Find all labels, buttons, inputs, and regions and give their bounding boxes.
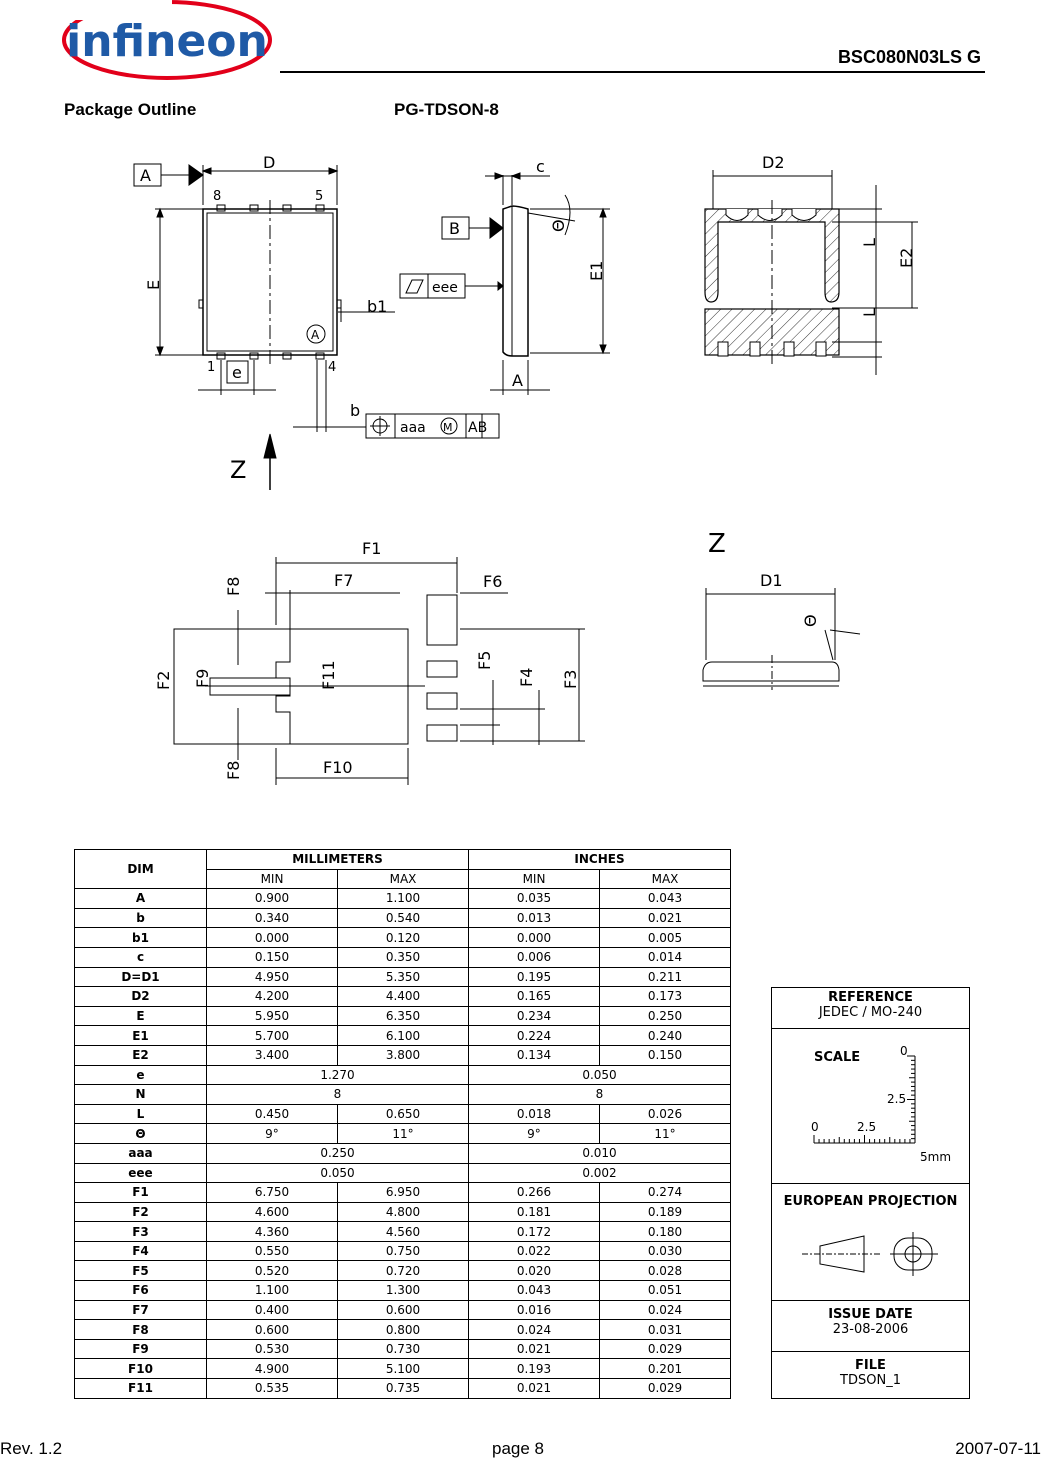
label-F10: F10 [323,758,353,777]
value-cell: 3.400 [207,1045,338,1065]
value-cell: 0.030 [600,1241,731,1261]
dim-cell: E [75,1006,207,1026]
value-cell: 0.043 [469,1281,600,1301]
label-D2: D2 [762,153,785,172]
table-row [75,1104,731,1124]
issue-date-cell [772,1301,969,1352]
label-aaa: aaa [400,420,426,436]
reference-value: JEDEC / MO-240 [818,1005,923,1020]
value-cell: 1.100 [207,1281,338,1301]
value-cell: 0.450 [207,1104,338,1124]
label-theta-z: Θ [801,614,820,627]
value-cell: 11° [600,1124,731,1144]
label-b1: b1 [367,297,388,316]
dim-cell: L [75,1104,207,1124]
value-cell: 11° [338,1124,469,1144]
header-mm-min: MIN [207,869,338,889]
value-cell: 0.150 [207,947,338,967]
label-pin4: 4 [328,360,337,375]
file-cell [772,1352,969,1398]
value-cell: 0.250 [600,1006,731,1026]
value-cell: 9° [469,1124,600,1144]
value-cell: 0.043 [600,889,731,909]
dimension-table [74,849,731,1399]
value-cell: 0.018 [469,1104,600,1124]
value-cell: 0.028 [600,1261,731,1281]
label-F8-bottom: F8 [224,760,243,780]
label-F5: F5 [475,650,494,670]
dim-cell: c [75,947,207,967]
reference-box [771,987,970,1399]
label-E2: E2 [897,247,916,268]
value-cell: 0.120 [338,928,469,948]
top-view [134,164,499,490]
dim-cell: D2 [75,987,207,1007]
value-cell: 0.021 [469,1379,600,1399]
value-cell: 0.211 [600,967,731,987]
dim-cell: E2 [75,1045,207,1065]
table-row [75,987,731,1007]
value-cell: 0.029 [600,1379,731,1399]
dim-cell: aaa [75,1143,207,1163]
footer-page: page 8 [492,1439,544,1458]
value-cell: 0.016 [469,1300,600,1320]
value-cell: 0.000 [207,928,338,948]
value-cell: 4.400 [338,987,469,1007]
value-cell: 0.021 [469,1339,600,1359]
dim-cell: b [75,908,207,928]
projection-cell [772,1184,969,1301]
dim-cell: eee [75,1163,207,1183]
table-row [75,1124,731,1144]
table-row [75,1143,731,1163]
label-c: c [536,157,545,176]
label-F11: F11 [319,660,338,690]
projection-symbol [772,1184,969,1300]
scale-unit: 5mm [920,1150,952,1164]
value-cell: 0.180 [600,1222,731,1242]
dim-cell: N [75,1085,207,1105]
label-F2: F2 [154,670,173,690]
document-id: BSC080N03LS G [837,47,981,67]
projection-label: EUROPEAN PROJECTION [783,1194,958,1209]
label-pin1: 1 [207,360,216,375]
table-row [75,1222,731,1242]
value-cell: 1.270 [207,1065,469,1085]
value-cell: 0.250 [207,1143,469,1163]
table-row [75,1183,731,1203]
value-cell: 0.720 [338,1261,469,1281]
value-cell: 0.029 [600,1339,731,1359]
value-cell: 0.165 [469,987,600,1007]
value-cell: 0.172 [469,1222,600,1242]
value-cell: 0.540 [338,908,469,928]
dim-cell: F5 [75,1261,207,1281]
dim-cell: Θ [75,1124,207,1144]
table-row [75,1241,731,1261]
logo-text: infineon [66,16,268,67]
scale-cell [772,1028,969,1184]
label-datum-A: A [140,166,151,185]
table-row [75,908,731,928]
value-cell: 0.730 [338,1339,469,1359]
value-cell: 0.010 [469,1143,731,1163]
value-cell: 0.340 [207,908,338,928]
value-cell: 0.550 [207,1241,338,1261]
value-cell: 0.050 [469,1065,731,1085]
dim-cell: F2 [75,1202,207,1222]
value-cell: 6.950 [338,1183,469,1203]
package-name: PG-TDSON-8 [394,100,499,119]
table-row [75,1359,731,1379]
label-e: e [232,363,242,382]
table-row [75,1065,731,1085]
z-view [703,588,860,690]
value-cell: 0.189 [600,1202,731,1222]
scale-mid-v: 2.5 [887,1092,907,1106]
header-in-min: MIN [469,869,600,889]
scale-zero-h: 0 [811,1120,819,1134]
value-cell: 0.026 [600,1104,731,1124]
table-row [75,1339,731,1359]
label-AB: AB [468,420,488,436]
value-cell: 0.024 [600,1300,731,1320]
value-cell: 0.600 [338,1300,469,1320]
label-F8-top: F8 [224,576,243,596]
value-cell: 5.100 [338,1359,469,1379]
table-row [75,1261,731,1281]
value-cell: 0.266 [469,1183,600,1203]
value-cell: 0.735 [338,1379,469,1399]
dim-cell: F6 [75,1281,207,1301]
value-cell: 5.350 [338,967,469,987]
value-cell: 0.650 [338,1104,469,1124]
dim-cell: F11 [75,1379,207,1399]
dim-cell: F4 [75,1241,207,1261]
label-datum-B: B [449,219,460,238]
table-row [75,1300,731,1320]
dim-cell: F8 [75,1320,207,1340]
value-cell: 0.005 [600,928,731,948]
value-cell: 0.051 [600,1281,731,1301]
label-Z: Z [230,456,247,484]
table-row [75,1026,731,1046]
table-row [75,1202,731,1222]
value-cell: 0.024 [469,1320,600,1340]
value-cell: 0.150 [600,1045,731,1065]
label-b: b [350,401,361,420]
label-L-bottom: L [860,308,879,317]
table-row [75,1379,731,1399]
value-cell: 8 [469,1085,731,1105]
dim-cell: D=D1 [75,967,207,987]
value-cell: 1.300 [338,1281,469,1301]
value-cell: 0.201 [600,1359,731,1379]
value-cell: 0.535 [207,1379,338,1399]
footer-date: 2007-07-11 [955,1439,1041,1458]
label-D: D [263,153,276,172]
value-cell: 5.700 [207,1026,338,1046]
value-cell: 0.031 [600,1320,731,1340]
table-row [75,1281,731,1301]
header-millimeters: MILLIMETERS [207,850,469,870]
table-row [75,1085,731,1105]
table-row [75,1045,731,1065]
value-cell: 6.750 [207,1183,338,1203]
table-row [75,1006,731,1026]
label-L-top: L [860,238,879,247]
file-value: TDSON_1 [840,1373,901,1388]
dim-cell: A [75,889,207,909]
issue-date-value: 23-08-2006 [832,1322,909,1337]
value-cell: 0.014 [600,947,731,967]
label-D1: D1 [760,571,783,590]
value-cell: 0.350 [338,947,469,967]
header-in-max: MAX [600,869,731,889]
label-pin5: 5 [315,189,324,204]
value-cell: 0.035 [469,889,600,909]
label-F7: F7 [334,571,354,590]
scale-mid-h: 2.5 [857,1120,877,1134]
label-E1: E1 [587,260,606,281]
value-cell: 4.360 [207,1222,338,1242]
dim-cell: F9 [75,1339,207,1359]
value-cell: 0.000 [469,928,600,948]
label-eee: eee [432,280,458,296]
value-cell: 5.950 [207,1006,338,1026]
value-cell: 3.800 [338,1045,469,1065]
value-cell: 0.002 [469,1163,731,1183]
value-cell: 0.240 [600,1026,731,1046]
value-cell: 0.800 [338,1320,469,1340]
header-dim: DIM [75,850,207,889]
label-A-height: A [512,371,523,390]
value-cell: 0.022 [469,1241,600,1261]
value-cell: 0.750 [338,1241,469,1261]
value-cell: 4.950 [207,967,338,987]
value-cell: 8 [207,1085,469,1105]
header-mm-max: MAX [338,869,469,889]
value-cell: 0.006 [469,947,600,967]
section-title: Package Outline [64,100,197,119]
value-cell: 0.900 [207,889,338,909]
value-cell: 4.200 [207,987,338,1007]
value-cell: 0.224 [469,1026,600,1046]
dimension-table-body [75,889,731,1398]
value-cell: 0.193 [469,1359,600,1379]
value-cell: 0.181 [469,1202,600,1222]
dim-cell: F1 [75,1183,207,1203]
label-M: M [443,421,453,434]
label-circle-A: A [311,328,320,342]
value-cell: 0.021 [600,908,731,928]
label-F1: F1 [362,539,382,558]
label-E: E [144,279,163,290]
file-label: FILE [855,1358,886,1373]
label-F6: F6 [483,572,503,591]
value-cell: 1.100 [338,889,469,909]
value-cell: 0.134 [469,1045,600,1065]
value-cell: 0.274 [600,1183,731,1203]
dim-cell: E1 [75,1026,207,1046]
table-row [75,928,731,948]
reference-label: REFERENCE [828,990,913,1005]
value-cell: 0.173 [600,987,731,1007]
label-theta: Θ [549,219,568,232]
dim-cell: F7 [75,1300,207,1320]
value-cell: 4.900 [207,1359,338,1379]
dim-cell: e [75,1065,207,1085]
label-pin8: 8 [213,189,222,204]
label-F4: F4 [517,667,536,687]
header-inches: INCHES [469,850,731,870]
table-row [75,889,731,909]
bottom-view [705,170,918,375]
value-cell: 0.400 [207,1300,338,1320]
reference-cell [772,988,969,1029]
value-cell: 4.600 [207,1202,338,1222]
scale-zero-v: 0 [900,1044,908,1058]
value-cell: 0.520 [207,1261,338,1281]
label-F9: F9 [193,668,212,688]
value-cell: 0.013 [469,908,600,928]
issue-date-label: ISSUE DATE [828,1307,913,1322]
dim-cell: b1 [75,928,207,948]
label-F3: F3 [561,669,580,689]
table-row [75,1320,731,1340]
label-Z-view: Z [708,529,726,559]
value-cell: 4.560 [338,1222,469,1242]
value-cell: 0.530 [207,1339,338,1359]
value-cell: 0.020 [469,1261,600,1281]
value-cell: 9° [207,1124,338,1144]
dim-cell: F10 [75,1359,207,1379]
value-cell: 6.100 [338,1026,469,1046]
value-cell: 0.195 [469,967,600,987]
value-cell: 0.600 [207,1320,338,1340]
table-row [75,1163,731,1183]
table-row [75,967,731,987]
footer-revision: Rev. 1.2 [0,1439,63,1458]
dim-cell: F3 [75,1222,207,1242]
value-cell: 0.050 [207,1163,469,1183]
value-cell: 0.234 [469,1006,600,1026]
value-cell: 4.800 [338,1202,469,1222]
table-row [75,947,731,967]
value-cell: 6.350 [338,1006,469,1026]
scale-label: SCALE [814,1050,861,1065]
